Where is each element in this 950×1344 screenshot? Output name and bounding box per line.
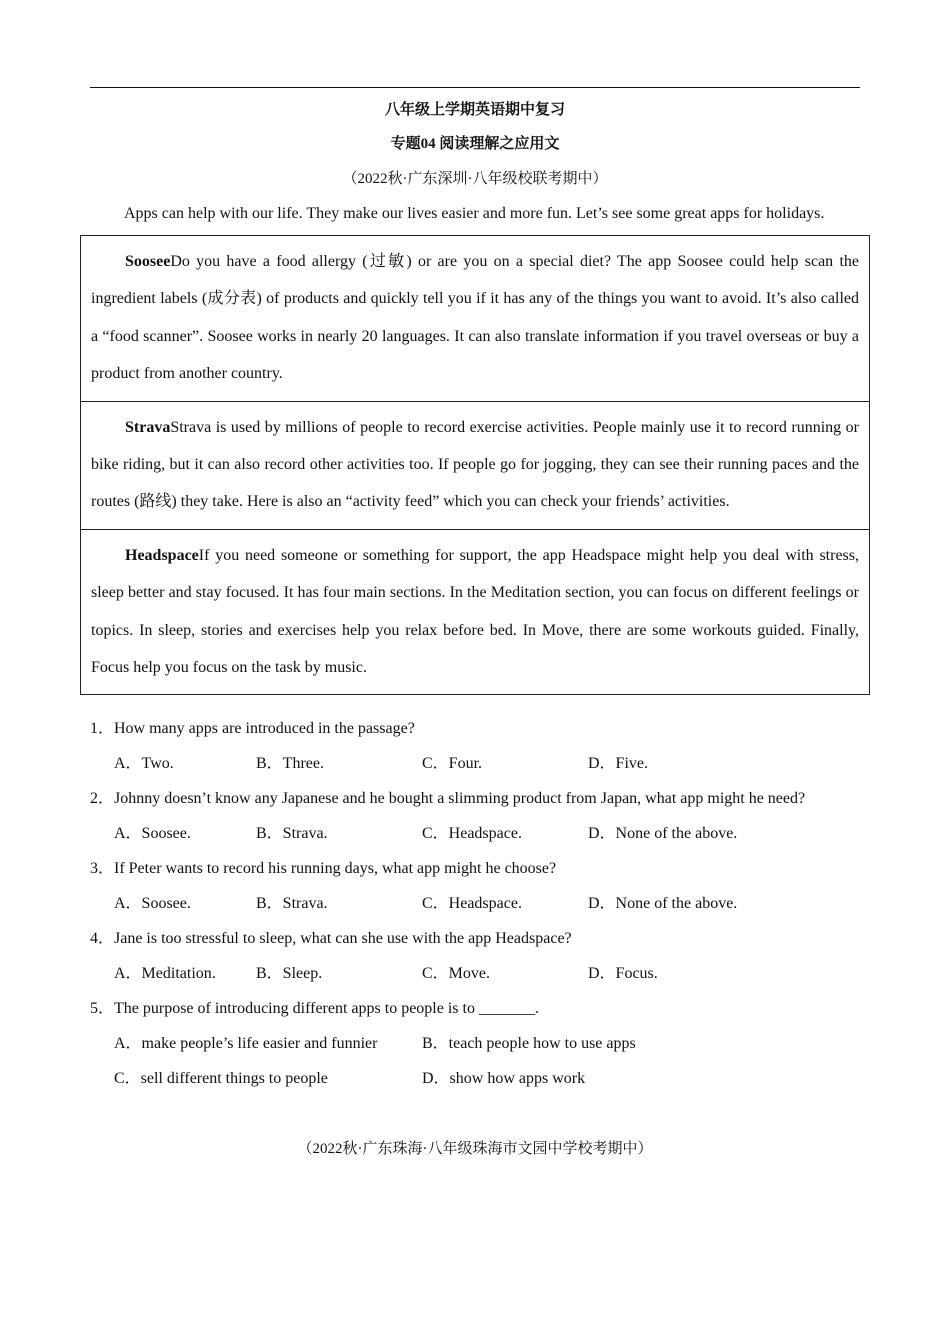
question-stem-1: 1．How many apps are introduced in the passage?	[90, 720, 415, 737]
option-d: D．None of the above.	[588, 825, 738, 842]
options-row-5a	[114, 1034, 874, 1054]
apps-table	[80, 235, 870, 695]
option-a: A．Meditation.	[114, 965, 216, 982]
question-stem-2: 2．Johnny doesn’t know any Japanese and he bought a slimming product from Japan, what app might he need?	[90, 790, 806, 807]
option-a: A．make people’s life easier and funnier	[114, 1035, 378, 1052]
question-stem-5: 5．The purpose of introducing different apps to people is to _______.	[90, 1000, 539, 1017]
app-cell-headspace	[81, 529, 869, 695]
option-c: C．Headspace.	[422, 895, 522, 912]
option-b: B．Strava.	[256, 825, 328, 842]
options-row-3	[114, 894, 874, 914]
option-b: B．Sleep.	[256, 965, 323, 982]
options-row-2	[114, 824, 874, 844]
option-d: D．Focus.	[588, 965, 658, 982]
question-stem-3: 3．If Peter wants to record his running days, what app might he choose?	[90, 860, 557, 877]
option-b: B．Strava.	[256, 895, 328, 912]
page-title: 八年级上学期英语期中复习	[384, 102, 565, 118]
app-description: If you need someone or something for support, the app Headspace might help you deal with stress, sleep better and stay focused. It has four main sections. In the Meditation section, you can focus on different feelings or topics. In sleep, stories and exercises help you relax before bed. In Move, there are some workouts guided. Finally, Focus help you focus on the task by music.	[91, 546, 859, 677]
page-subtitle: 专题04 阅读理解之应用文	[390, 136, 560, 152]
option-a: A．Soosee.	[114, 895, 191, 912]
option-c: C．Four.	[422, 755, 483, 772]
option-d: D．show how apps work	[422, 1070, 586, 1087]
header-rule	[90, 87, 860, 88]
option-d: D．None of the above.	[588, 895, 738, 912]
option-a: A．Soosee.	[114, 825, 191, 842]
option-c: C．Move.	[422, 965, 491, 982]
option-c: C．sell different things to people	[114, 1070, 328, 1087]
options-row-4	[114, 964, 874, 984]
exam-source: （2022秋·广东深圳·八年级校联考期中）	[342, 171, 608, 187]
question-stem-4: 4．Jane is too stressful to sleep, what can she use with the app Headspace?	[90, 930, 572, 947]
app-cell-strava	[81, 401, 869, 529]
options-row-5b	[114, 1069, 874, 1089]
app-name: Strava	[125, 418, 171, 436]
app-description: Do you have a food allergy (过敏) or are you on a special diet? The app Soosee could help scan the ingredient labels (成分表) of products and quickly tell you if it has any of the things you want to avoid. It’s also called a “food scanner”. Soosee works in nearly 20 languages. It can also translate information if you travel overseas or buy a product from another country.	[91, 253, 859, 383]
next-exam-source: （2022秋·广东珠海·八年级珠海市文园中学校考期中）	[297, 1141, 653, 1157]
app-description: Strava is used by millions of people to record exercise activities. People mainly use it to record running or bike riding, but it can also record other activities too. If people go for jogging, they can see their running paces and the routes (路线) they take. Here is also an “activity feed” which you can check your friends’ activities.	[91, 418, 859, 511]
passage-intro: Apps can help with our life. They make our lives easier and more fun. Let’s see some great apps for holidays.	[124, 205, 825, 222]
option-d: D．Five.	[588, 755, 649, 772]
option-b: B．teach people how to use apps	[422, 1035, 636, 1052]
app-cell-soosee	[81, 236, 869, 401]
options-row-1	[114, 754, 874, 774]
option-a: A．Two.	[114, 755, 174, 772]
option-c: C．Headspace.	[422, 825, 522, 842]
app-name: Soosee	[125, 253, 171, 270]
app-name: Headspace	[125, 546, 199, 564]
option-b: B．Three.	[256, 755, 324, 772]
